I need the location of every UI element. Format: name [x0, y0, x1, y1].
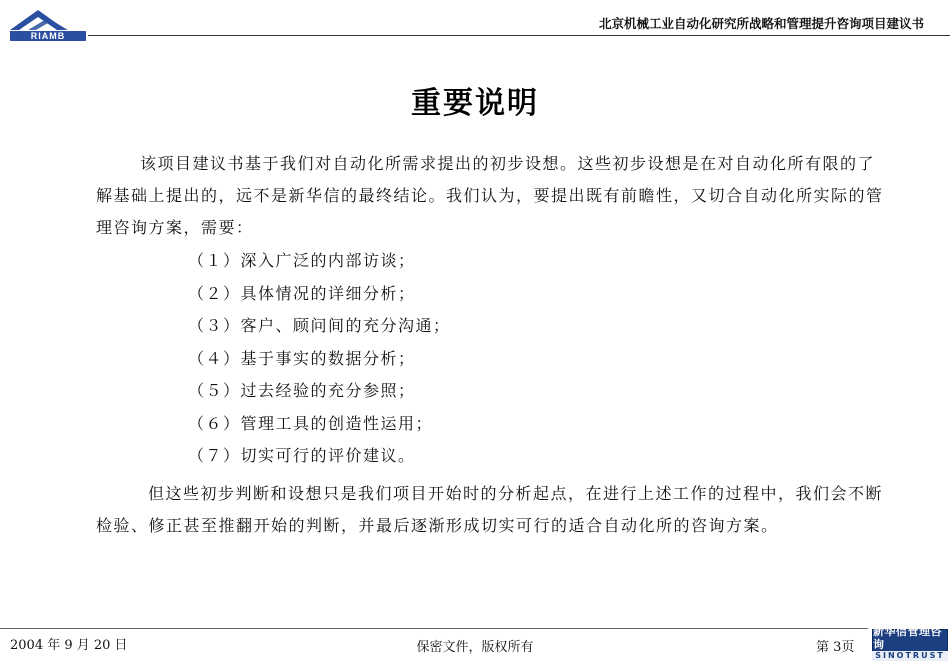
- list-item: （５）过去经验的充分参照；: [188, 381, 416, 400]
- confidentiality-notice: 保密文件，版权所有: [416, 640, 534, 655]
- riamb-logo-text: RIAMB: [30, 31, 66, 41]
- header-title: 北京机械工业自动化研究所战略和管理提升咨询项目建议书: [598, 16, 924, 31]
- riamb-logo: [8, 6, 88, 42]
- page-title: 重要说明: [411, 86, 539, 121]
- list-item: （２）具体情况的详细分析；: [188, 283, 416, 303]
- page-number: 第 3页: [816, 640, 855, 655]
- list-item: （６）管理工具的创造性运用；: [188, 413, 434, 433]
- sinotrust-logo: [872, 625, 948, 660]
- sinotrust-logo-en: SINOTRUST: [872, 651, 948, 661]
- closing-paragraph: 但这些初步判断和设想只是我们项目开始时的分析起点，在进行上述工作的过程中，我们会不断检验、修正甚至推翻开始的判断，并最后逐渐形成切实可行的适合自动化所的咨询方案。: [96, 484, 884, 535]
- list-item: （７）切实可行的评价建议。: [188, 446, 416, 465]
- footer-date: 2004 年 9 月 20 日: [10, 638, 128, 653]
- list-item: （４）基于事实的数据分析；: [188, 348, 416, 368]
- requirement-list: [188, 245, 451, 473]
- list-item: （１）深入广泛的内部访谈；: [188, 251, 416, 270]
- list-item: （３）客户、顾问间的充分沟通；: [188, 316, 451, 335]
- footer-divider: [0, 628, 868, 629]
- intro-paragraph: 该项目建议书基于我们对自动化所需求提出的初步设想。这些初步设想是在对自动化所有限的了解基础上提出的，远不是新华信的最终结论。我们认为，要提出既有前瞻性，又切合自动化所实际的管理咨询方案，需要：: [96, 154, 884, 237]
- header-divider: [88, 35, 950, 36]
- sinotrust-logo-cn: 新华信管理咨询: [873, 625, 942, 651]
